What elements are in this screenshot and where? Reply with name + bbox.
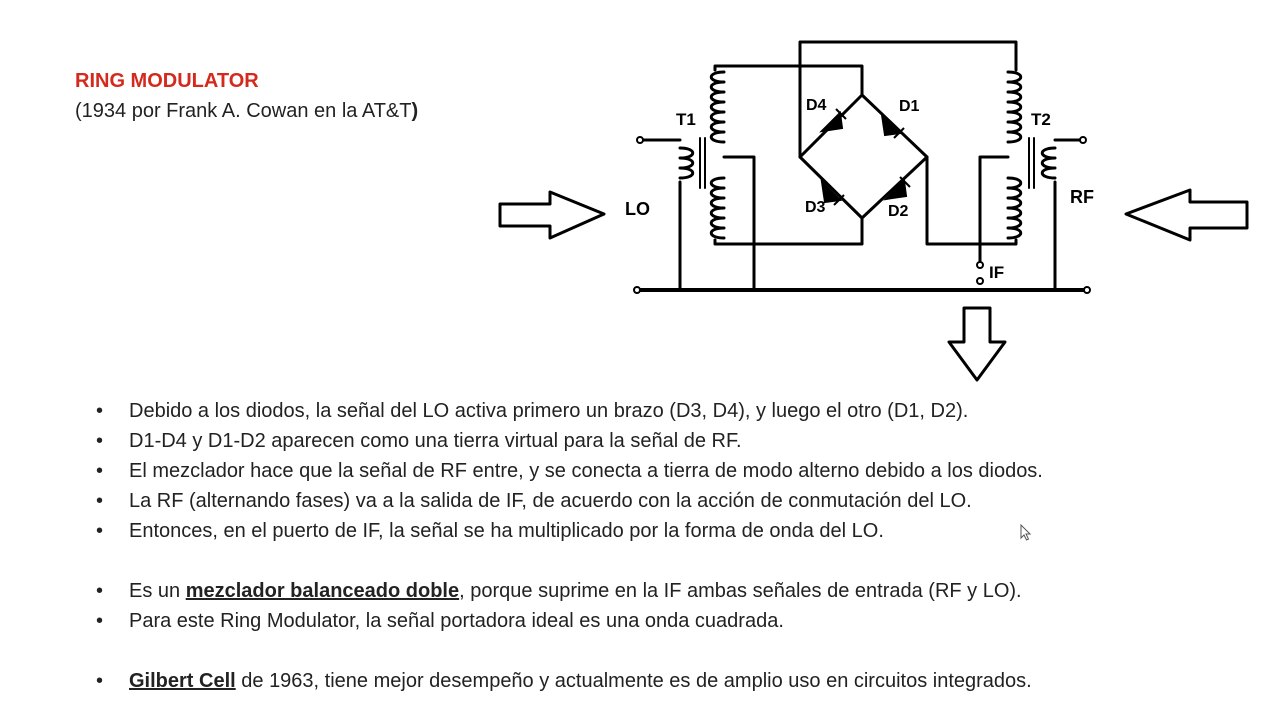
label-d4: D4 <box>806 97 827 114</box>
bullet-dot: • <box>96 490 104 512</box>
bullet-dot: • <box>96 670 104 692</box>
bullet-text: , porque suprime en la IF ambas señales de entrada (RF y LO). <box>459 580 1022 602</box>
bullet-item <box>96 486 1043 516</box>
subtitle-text: (1934 por Frank A. Cowan en la AT&T <box>75 100 412 122</box>
bullet-dot: • <box>96 430 104 452</box>
bullet-text: Entonces, en el puerto de IF, la señal se ha multiplicado por la forma de onda del LO. <box>129 520 884 542</box>
bold-term: mezclador balanceado doble <box>185 580 460 602</box>
bullet-item <box>96 426 1043 456</box>
label-rf: RF <box>1070 187 1094 207</box>
bullet-item <box>96 396 1043 426</box>
if-terminal-bottom <box>977 278 983 284</box>
bullet-item <box>96 516 1043 546</box>
bullet-dot: • <box>96 460 104 482</box>
label-lo: LO <box>625 199 650 219</box>
spacer <box>96 546 1043 576</box>
bullet-text: La RF (alternando fases) va a la salida de IF, de acuerdo con la acción de conmutación del LO. <box>129 490 972 512</box>
bullet-text: Es un <box>129 580 186 602</box>
label-if: IF <box>989 263 1005 282</box>
bullet-list <box>96 396 1043 696</box>
t2-primary-coil <box>1042 148 1055 178</box>
label-t2: T2 <box>1031 110 1051 129</box>
lo-terminal <box>637 137 643 143</box>
lo-input-arrow <box>500 192 604 238</box>
subtitle-close-paren: ) <box>411 100 419 122</box>
if-output-arrow <box>949 308 1005 380</box>
bullet-item <box>96 606 1043 636</box>
slide-title: RING MODULATOR <box>75 70 259 92</box>
bullet-text: El mezclador hace que la señal de RF entre, y se conecta a tierra de modo alterno debido a los diodos. <box>129 460 1043 482</box>
if-terminal-top <box>977 262 983 268</box>
bold-term: Gilbert Cell <box>129 670 236 692</box>
t2-secondary-coil <box>1008 72 1021 142</box>
t1-secondary-coil <box>711 72 724 142</box>
bullet-dot: • <box>96 520 104 542</box>
ground-terminal-right <box>1084 287 1090 293</box>
bullet-text: Debido a los diodos, la señal del LO activa primero un brazo (D3, D4), y luego el otro (D1, D2). <box>129 400 969 422</box>
bullet-text: Para este Ring Modulator, la señal portadora ideal es una onda cuadrada. <box>129 610 784 632</box>
label-t1: T1 <box>676 110 696 129</box>
label-d3: D3 <box>805 199 826 216</box>
diode-d2 <box>886 177 910 199</box>
bullet-dot: • <box>96 580 104 602</box>
label-d2: D2 <box>888 203 909 220</box>
bullet-item <box>96 666 1043 696</box>
label-d1: D1 <box>899 98 920 115</box>
bullet-item <box>96 576 1043 606</box>
bullet-item <box>96 456 1043 486</box>
t1-primary-coil <box>680 148 693 178</box>
bullet-text: de 1963, tiene mejor desempeño y actualmente es de amplio uso en circuitos integrados. <box>235 670 1032 692</box>
ground-terminal-left <box>634 287 640 293</box>
diode-d1 <box>882 115 904 138</box>
bullet-dot: • <box>96 400 104 422</box>
mouse-pointer-icon <box>1020 524 1032 542</box>
rf-terminal <box>1080 137 1086 143</box>
bullet-text: D1-D4 y D1-D2 aparecen como una tierra virtual para la señal de RF. <box>129 430 742 452</box>
rf-input-arrow <box>1126 190 1247 240</box>
spacer <box>96 636 1043 666</box>
bullet-dot: • <box>96 610 104 632</box>
